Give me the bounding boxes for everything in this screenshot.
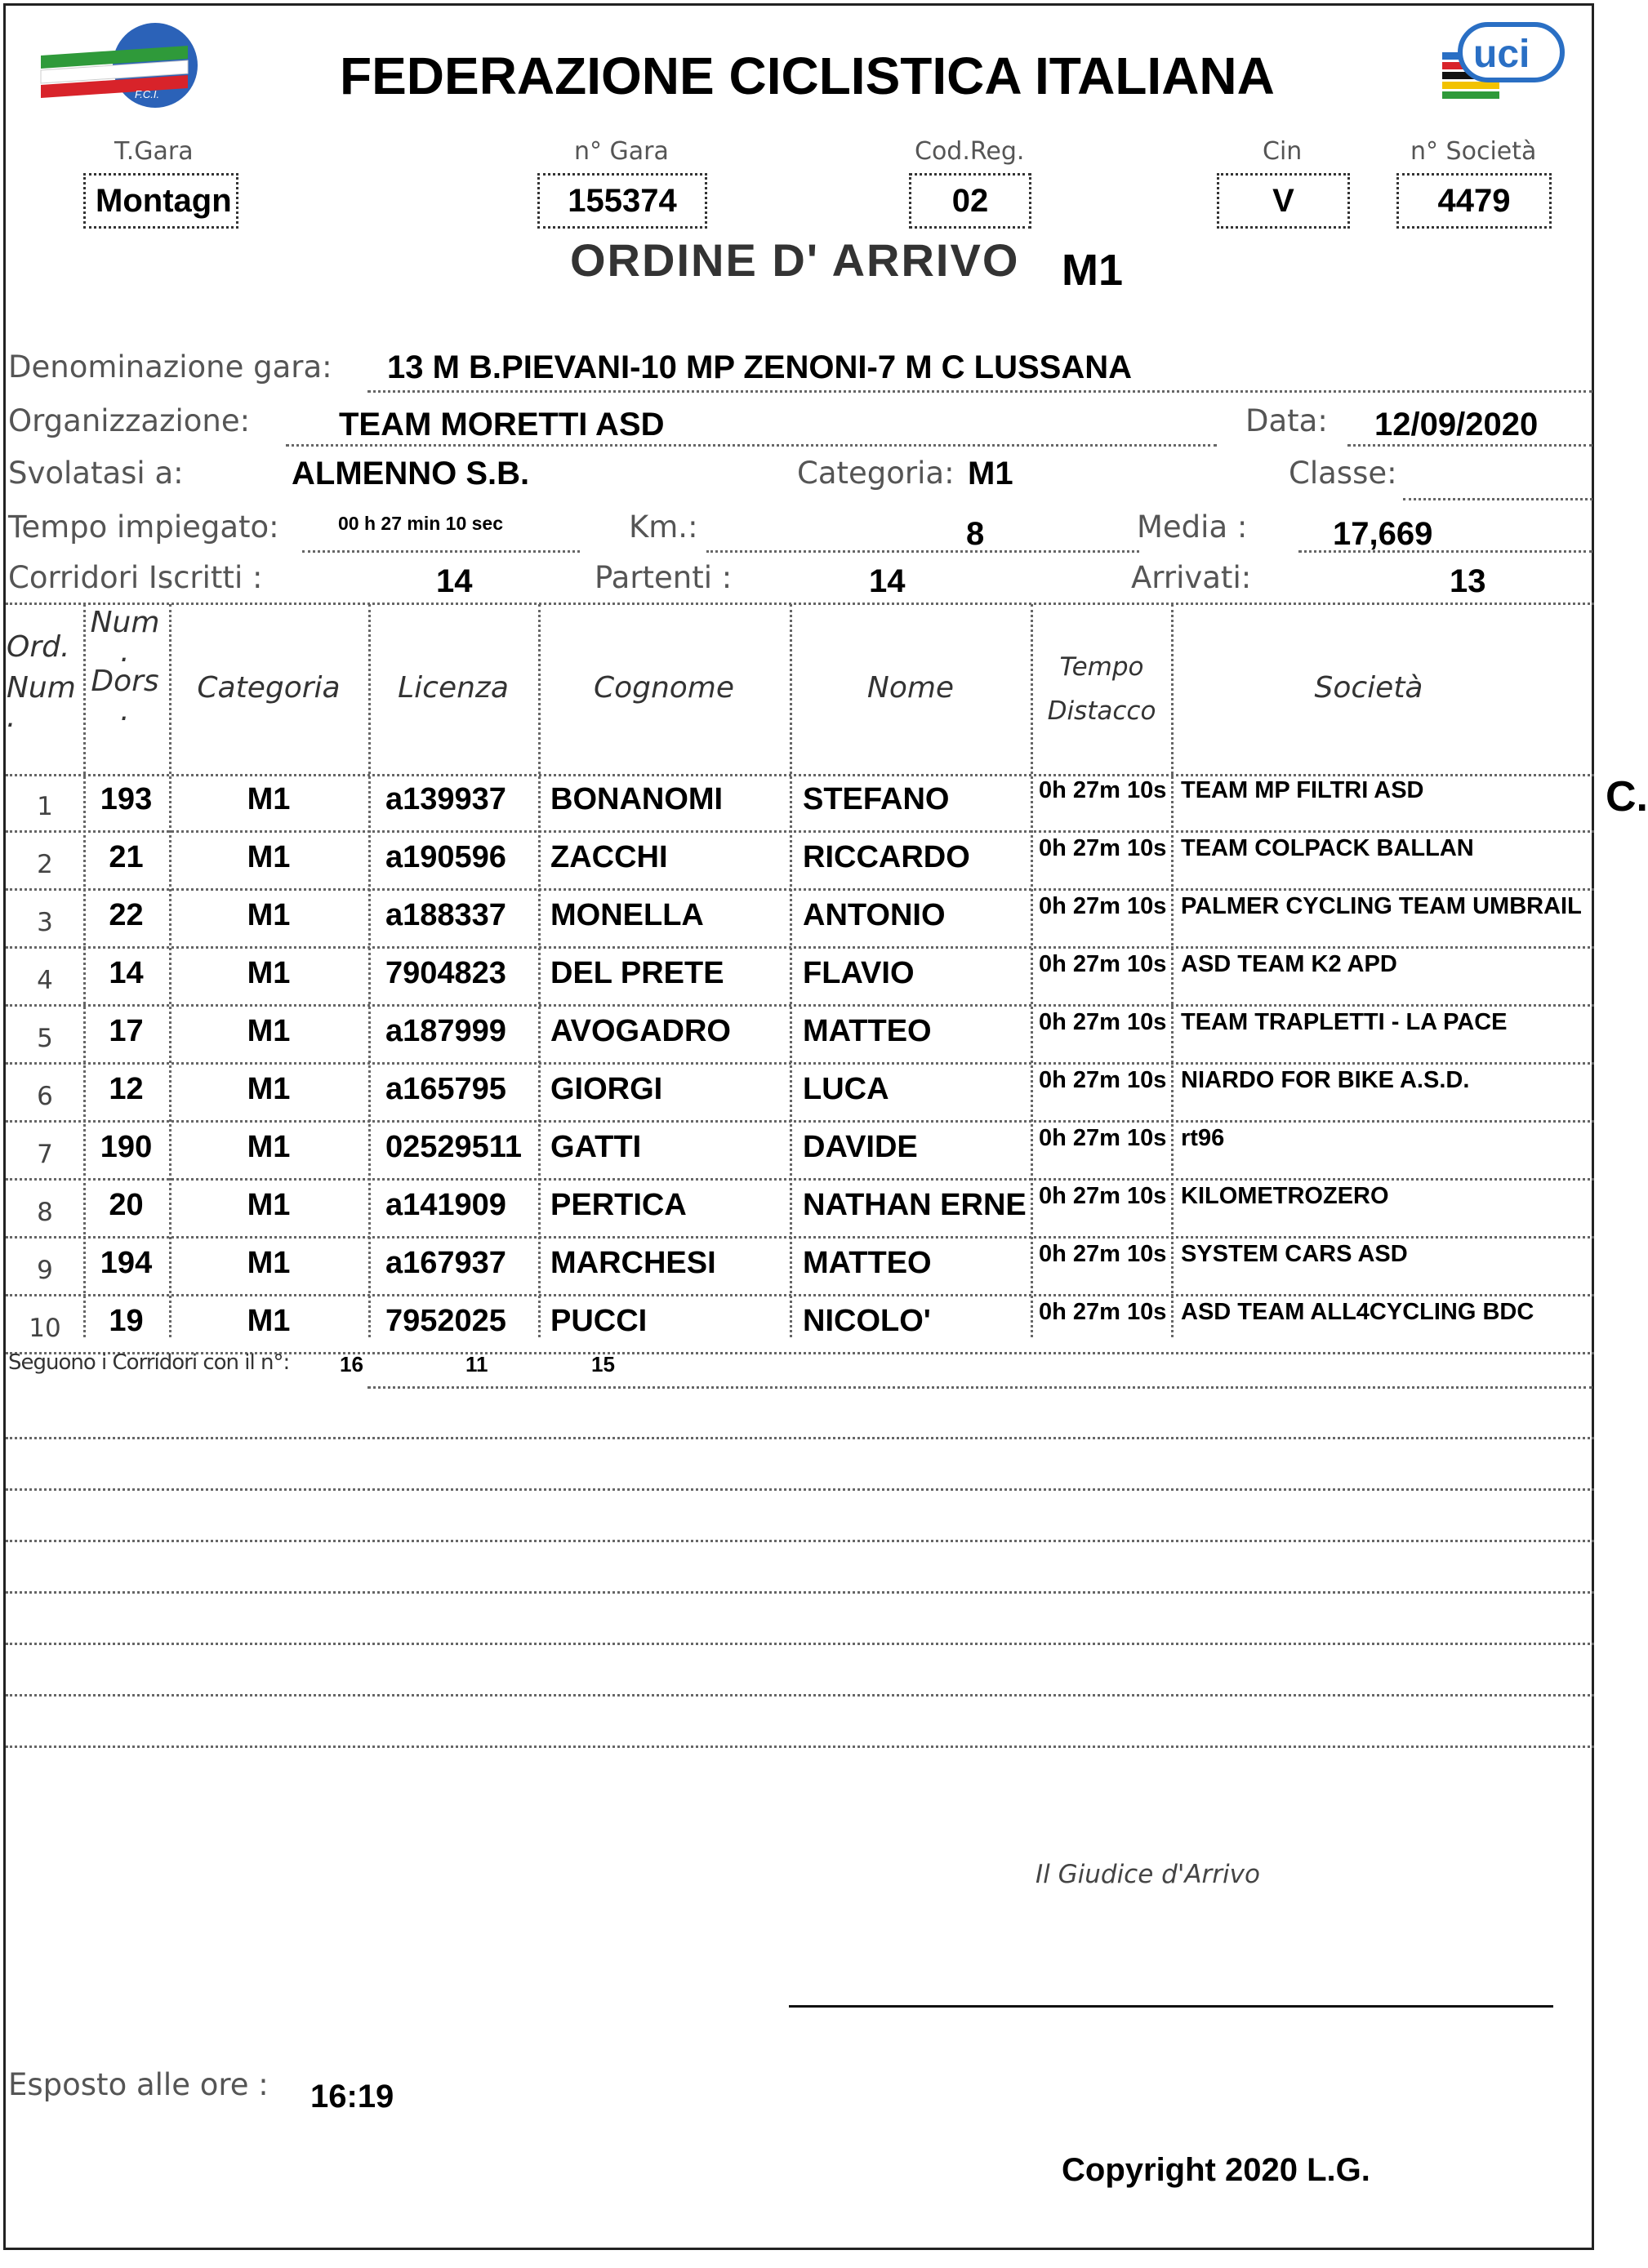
cod-reg-label: Cod.Reg.: [915, 137, 1025, 166]
cell-num: 17: [109, 1014, 144, 1048]
cin-value: V: [1217, 173, 1350, 229]
cell-cognome: MONELLA: [550, 898, 704, 932]
cell-cat: M1: [247, 1188, 291, 1222]
giudice-label: Il Giudice d'Arrivo: [1036, 1860, 1260, 1889]
cell-cognome: GATTI: [550, 1130, 642, 1164]
cell-lic: 7904823: [385, 956, 506, 990]
esposto-value: 16:19: [310, 2079, 394, 2115]
cell-nome: NICOLO': [803, 1304, 931, 1338]
overflow-mark: C.: [1606, 773, 1648, 820]
row-divider: [6, 1004, 1594, 1007]
cell-cognome: PERTICA: [550, 1188, 687, 1222]
cell-cat: M1: [247, 1130, 291, 1164]
cell-cognome: PUCCI: [550, 1304, 648, 1338]
arrivati-label: Arrivati:: [1131, 560, 1252, 595]
header-nome: Nome: [866, 671, 955, 705]
cell-tempo: 0h 27m 10s: [1039, 1241, 1167, 1267]
signature-line: [789, 2005, 1553, 2008]
cell-lic: a188337: [385, 898, 506, 932]
n-gara-value: 155374: [537, 173, 707, 229]
partenti-label: Partenti :: [595, 560, 733, 595]
category-tag: M1: [1062, 246, 1124, 295]
cell-lic: 7952025: [385, 1304, 506, 1338]
cell-num: 19: [109, 1304, 144, 1338]
cell-cognome: ZACCHI: [550, 840, 668, 874]
cell-num: 22: [109, 898, 144, 932]
svolatasi-value: ALMENNO S.B.: [292, 456, 530, 491]
row-divider: [6, 1236, 1594, 1239]
km-label: Km.:: [629, 509, 698, 545]
cell-num: 190: [100, 1130, 153, 1164]
cell-tempo: 0h 27m 10s: [1039, 1009, 1167, 1035]
cell-cat: M1: [247, 1072, 291, 1106]
t-gara-label: T.Gara: [114, 137, 194, 166]
categoria-label: Categoria:: [797, 456, 955, 491]
media-value: 17,669: [1333, 516, 1433, 552]
header-cognome: Cognome: [593, 671, 735, 705]
cell-ord: 1: [37, 792, 53, 821]
cell-lic: a190596: [385, 840, 506, 874]
row-divider: [6, 1294, 1594, 1296]
cell-tempo: 0h 27m 10s: [1039, 1067, 1167, 1093]
cell-cat: M1: [247, 1246, 291, 1280]
n-societa-label: n° Società: [1410, 137, 1537, 166]
header-categoria: Categoria: [197, 671, 341, 705]
cell-tempo: 0h 27m 10s: [1039, 951, 1167, 977]
organizzazione-value: TEAM MORETTI ASD: [339, 407, 665, 442]
cell-tempo: 0h 27m 10s: [1039, 777, 1167, 803]
cell-ord: 8: [37, 1198, 53, 1227]
data-label: Data:: [1245, 403, 1328, 438]
km-value: 8: [966, 516, 985, 552]
cell-nome: MATTEO: [803, 1014, 932, 1048]
cell-num: 12: [109, 1072, 144, 1106]
categoria-value: M1: [968, 456, 1013, 491]
row-divider: [6, 1178, 1594, 1181]
header-ord: Ord. Num .: [7, 630, 76, 734]
svolatasi-label: Svolatasi a:: [8, 456, 184, 491]
cell-cognome: GIORGI: [550, 1072, 663, 1106]
header-num-dors: Num . Dors .: [90, 606, 160, 727]
cell-societa: TEAM TRAPLETTI - LA PACE: [1181, 1009, 1508, 1035]
row-divider: [6, 888, 1594, 891]
federation-title: FEDERAZIONE CICLISTICA ITALIANA: [340, 47, 1275, 105]
cell-lic: a141909: [385, 1188, 506, 1222]
cell-cat: M1: [247, 840, 291, 874]
denominazione-value: 13 M B.PIEVANI-10 MP ZENONI-7 M C LUSSANA: [387, 349, 1132, 385]
cell-num: 14: [109, 956, 144, 990]
tempo-label: Tempo impiegato:: [8, 509, 279, 545]
cell-nome: FLAVIO: [803, 956, 915, 990]
uci-logo-text: uci: [1473, 33, 1530, 76]
row-divider: [6, 830, 1594, 833]
cell-lic: a139937: [385, 782, 506, 816]
cell-lic: a187999: [385, 1014, 506, 1048]
fci-logo-text: F.C.I.: [135, 88, 160, 100]
cell-cat: M1: [247, 956, 291, 990]
cell-num: 21: [109, 840, 144, 874]
fci-logo-icon: [33, 23, 200, 113]
cell-num: 194: [100, 1246, 153, 1280]
n-gara-label: n° Gara: [574, 137, 669, 166]
header-licenza: Licenza: [398, 671, 509, 705]
cell-cognome: AVOGADRO: [550, 1014, 731, 1048]
cell-cat: M1: [247, 898, 291, 932]
header-societa: Società: [1314, 671, 1423, 705]
cell-lic: a167937: [385, 1246, 506, 1280]
cell-cognome: MARCHESI: [550, 1246, 716, 1280]
seguono-number-1: 16: [340, 1352, 363, 1376]
cell-ord: 10: [29, 1314, 61, 1343]
media-label: Media :: [1137, 509, 1248, 545]
cell-ord: 2: [37, 850, 53, 879]
cell-societa: TEAM COLPACK BALLAN: [1181, 835, 1474, 861]
cell-societa: TEAM MP FILTRI ASD: [1181, 777, 1424, 803]
cell-nome: DAVIDE: [803, 1130, 918, 1164]
cod-reg-value: 02: [909, 173, 1031, 229]
cell-societa: ASD TEAM ALL4CYCLING BDC: [1181, 1299, 1534, 1325]
row-divider: [6, 1120, 1594, 1123]
cell-cat: M1: [247, 782, 291, 816]
cell-tempo: 0h 27m 10s: [1039, 893, 1167, 919]
cell-cognome: BONANOMI: [550, 782, 724, 816]
cell-cognome: DEL PRETE: [550, 956, 724, 990]
cin-label: Cin: [1263, 137, 1303, 166]
organizzazione-label: Organizzazione:: [8, 403, 251, 438]
seguono-number-3: 15: [591, 1352, 615, 1376]
uci-logo-icon: [1436, 21, 1566, 115]
classe-label: Classe:: [1289, 456, 1397, 491]
row-divider: [6, 1062, 1594, 1065]
denominazione-label: Denominazione gara:: [8, 349, 332, 385]
n-societa-value: 4479: [1396, 173, 1552, 229]
cell-ord: 5: [37, 1024, 53, 1053]
cell-ord: 4: [37, 966, 53, 995]
esposto-label: Esposto alle ore :: [8, 2067, 269, 2102]
partenti-value: 14: [869, 563, 906, 599]
cell-societa: KILOMETROZERO: [1181, 1183, 1389, 1209]
row-divider: [6, 946, 1594, 949]
cell-nome: MATTEO: [803, 1246, 932, 1280]
cell-societa: ASD TEAM K2 APD: [1181, 951, 1397, 977]
cell-nome: LUCA: [803, 1072, 889, 1106]
data-value: 12/09/2020: [1374, 407, 1539, 442]
cell-nome: ANTONIO: [803, 898, 946, 932]
cell-tempo: 0h 27m 10s: [1039, 835, 1167, 861]
cell-nome: STEFANO: [803, 782, 950, 816]
cell-ord: 9: [37, 1256, 53, 1285]
copyright: Copyright 2020 L.G.: [1062, 2152, 1370, 2188]
cell-cat: M1: [247, 1014, 291, 1048]
iscritti-label: Corridori Iscritti :: [8, 560, 263, 595]
cell-tempo: 0h 27m 10s: [1039, 1299, 1167, 1325]
header-tempo: Tempo Distacco: [1047, 652, 1156, 726]
tempo-value: 00 h 27 min 10 sec: [338, 513, 504, 534]
cell-tempo: 0h 27m 10s: [1039, 1125, 1167, 1151]
cell-num: 193: [100, 782, 153, 816]
cell-societa: NIARDO FOR BIKE A.S.D.: [1181, 1067, 1470, 1093]
cell-ord: 3: [37, 908, 53, 937]
seguono-label: Seguono i Corridori con il n°:: [8, 1350, 290, 1375]
cell-num: 20: [109, 1188, 144, 1222]
cell-societa: PALMER CYCLING TEAM UMBRAIL: [1181, 893, 1582, 919]
arrivati-value: 13: [1450, 563, 1486, 599]
cell-nome: NATHAN ERNE: [803, 1188, 1027, 1222]
cell-cat: M1: [247, 1304, 291, 1338]
seguono-number-2: 11: [465, 1352, 488, 1376]
cell-tempo: 0h 27m 10s: [1039, 1183, 1167, 1209]
cell-nome: RICCARDO: [803, 840, 970, 874]
iscritti-value: 14: [436, 563, 473, 599]
cell-ord: 7: [37, 1140, 53, 1169]
cell-lic: 02529511: [385, 1130, 522, 1164]
t-gara-value: Montagn: [83, 173, 238, 229]
page-title: ORDINE D' ARRIVO: [570, 234, 1020, 286]
cell-lic: a165795: [385, 1072, 506, 1106]
cell-societa: rt96: [1181, 1125, 1225, 1151]
cell-societa: SYSTEM CARS ASD: [1181, 1241, 1408, 1267]
cell-ord: 6: [37, 1082, 53, 1111]
